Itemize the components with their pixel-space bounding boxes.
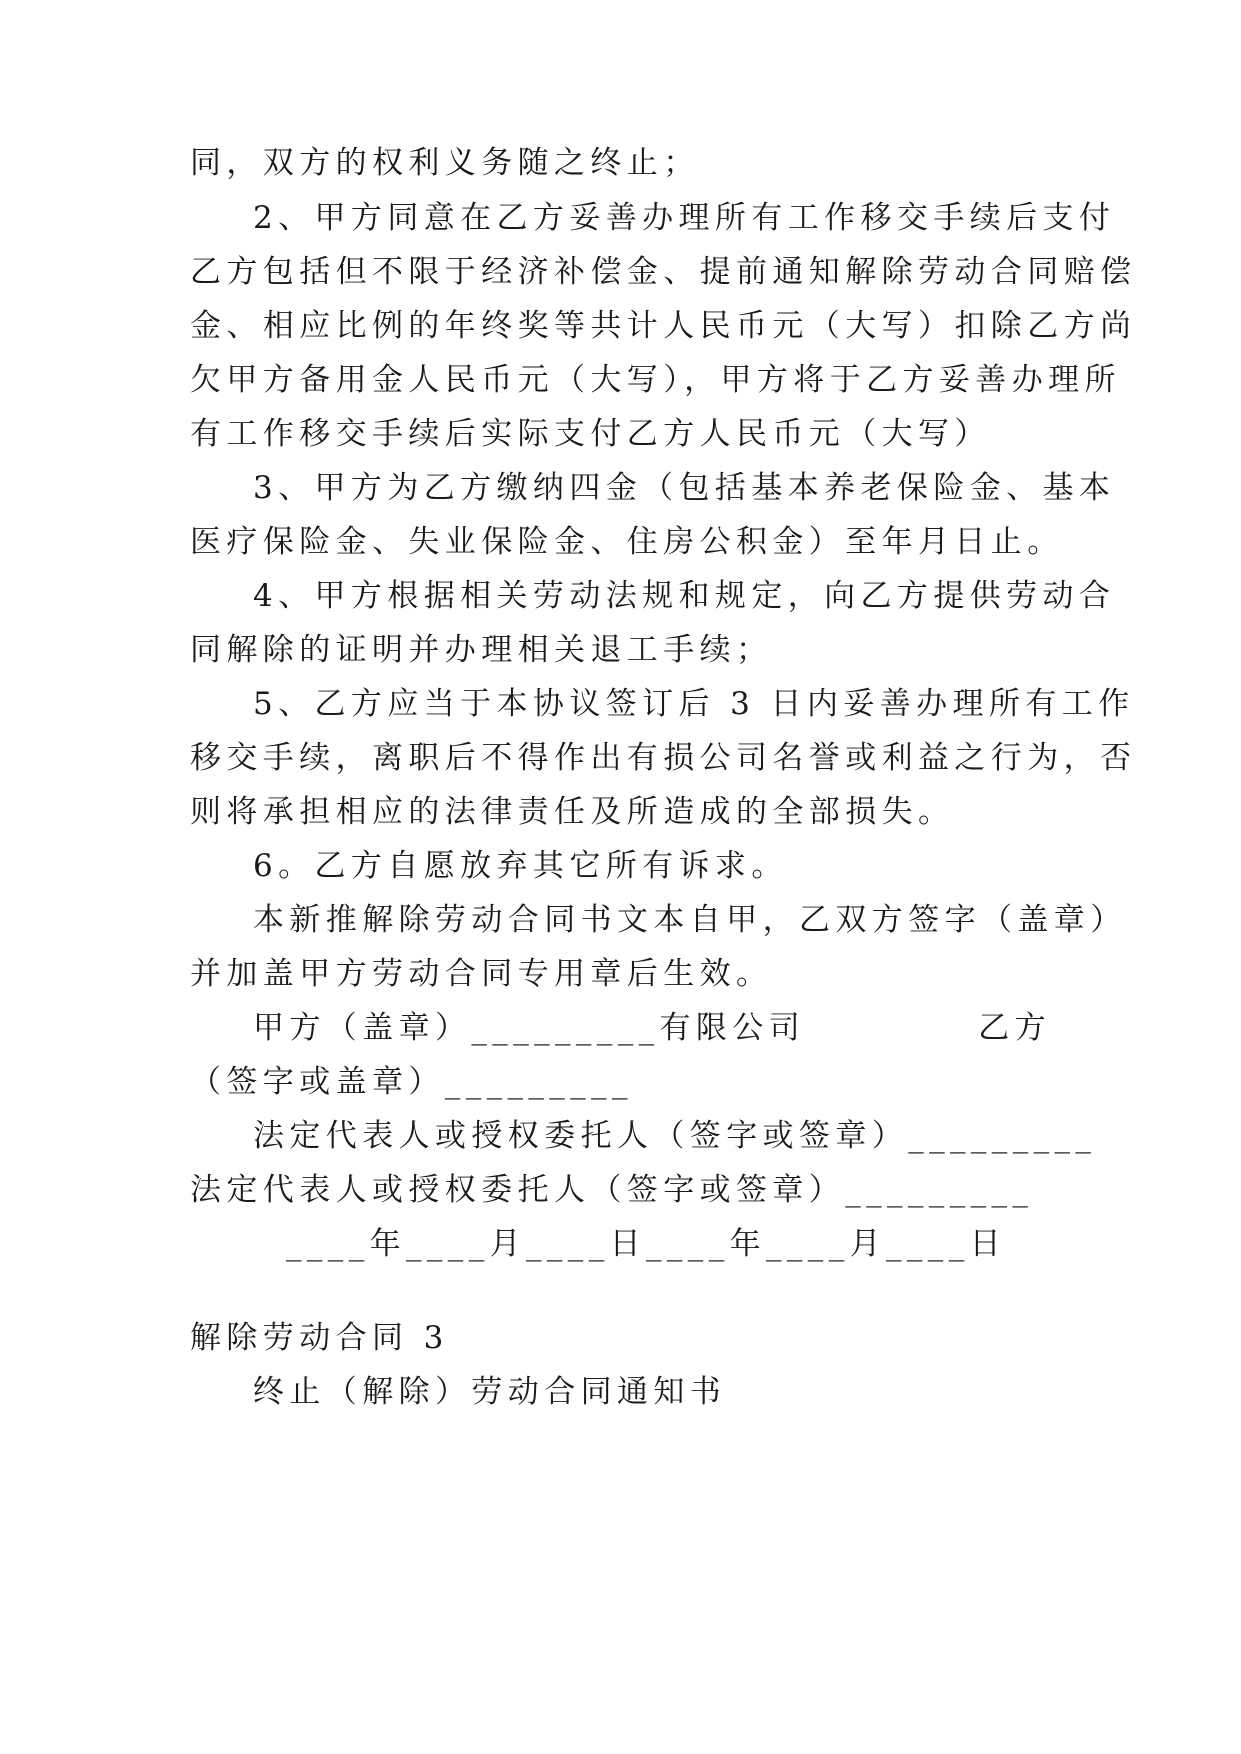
paragraph-line: 并加盖甲方劳动合同专用章后生效。	[190, 956, 773, 992]
signature-line-party-b: （签字或盖章）_________	[190, 1064, 633, 1100]
representative-line: 法定代表人或授权委托人（签字或签章）_________	[190, 1172, 1034, 1208]
paragraph-line: 5、乙方应当于本协议签订后 3 日内妥善办理所有工作	[253, 686, 1135, 722]
section-heading: 解除劳动合同 3	[190, 1320, 449, 1356]
paragraph-line: 本新推解除劳动合同书文本自甲，乙双方签字（盖章）	[253, 902, 1127, 938]
representative-line: 法定代表人或授权委托人（签字或签章）_________	[253, 1118, 1097, 1154]
paragraph-line: 欠甲方备用金人民币元（大写），甲方将于乙方妥善办理所	[190, 362, 1121, 398]
paragraph-line: 移交手续，离职后不得作出有损公司名誉或利益之行为，否	[190, 740, 1137, 776]
paragraph-line: 2、甲方同意在乙方妥善办理所有工作移交手续后支付	[253, 200, 1116, 236]
paragraph-line: 同，双方的权利义务随之终止；	[190, 145, 700, 181]
paragraph-line: 4、甲方根据相关劳动法规和规定，向乙方提供劳动合	[253, 578, 1116, 614]
notice-title: 终止（解除）劳动合同通知书	[253, 1374, 727, 1410]
date-line: ____年____月____日____年____月____日	[286, 1226, 1006, 1262]
signature-label-party-b: 乙方	[978, 1010, 1051, 1046]
signature-line-party-a: 甲方（盖章）_________有限公司	[253, 1010, 806, 1046]
paragraph-line: 乙方包括但不限于经济补偿金、提前通知解除劳动合同赔偿	[190, 254, 1137, 290]
paragraph-line: 医疗保险金、失业保险金、住房公积金）至年月日止。	[190, 524, 1064, 560]
paragraph-line: 同解除的证明并办理相关退工手续；	[190, 632, 773, 668]
paragraph-line: 则将承担相应的法律责任及所造成的全部损失。	[190, 794, 955, 830]
paragraph-line: 有工作移交手续后实际支付乙方人民币元（大写）	[190, 416, 991, 452]
paragraph-line: 3、甲方为乙方缴纳四金（包括基本养老保险金、基本	[253, 470, 1116, 506]
paragraph-line: 金、相应比例的年终奖等共计人民币元（大写）扣除乙方尚	[190, 308, 1137, 344]
paragraph-line: 6。乙方自愿放弃其它所有诉求。	[253, 848, 788, 884]
